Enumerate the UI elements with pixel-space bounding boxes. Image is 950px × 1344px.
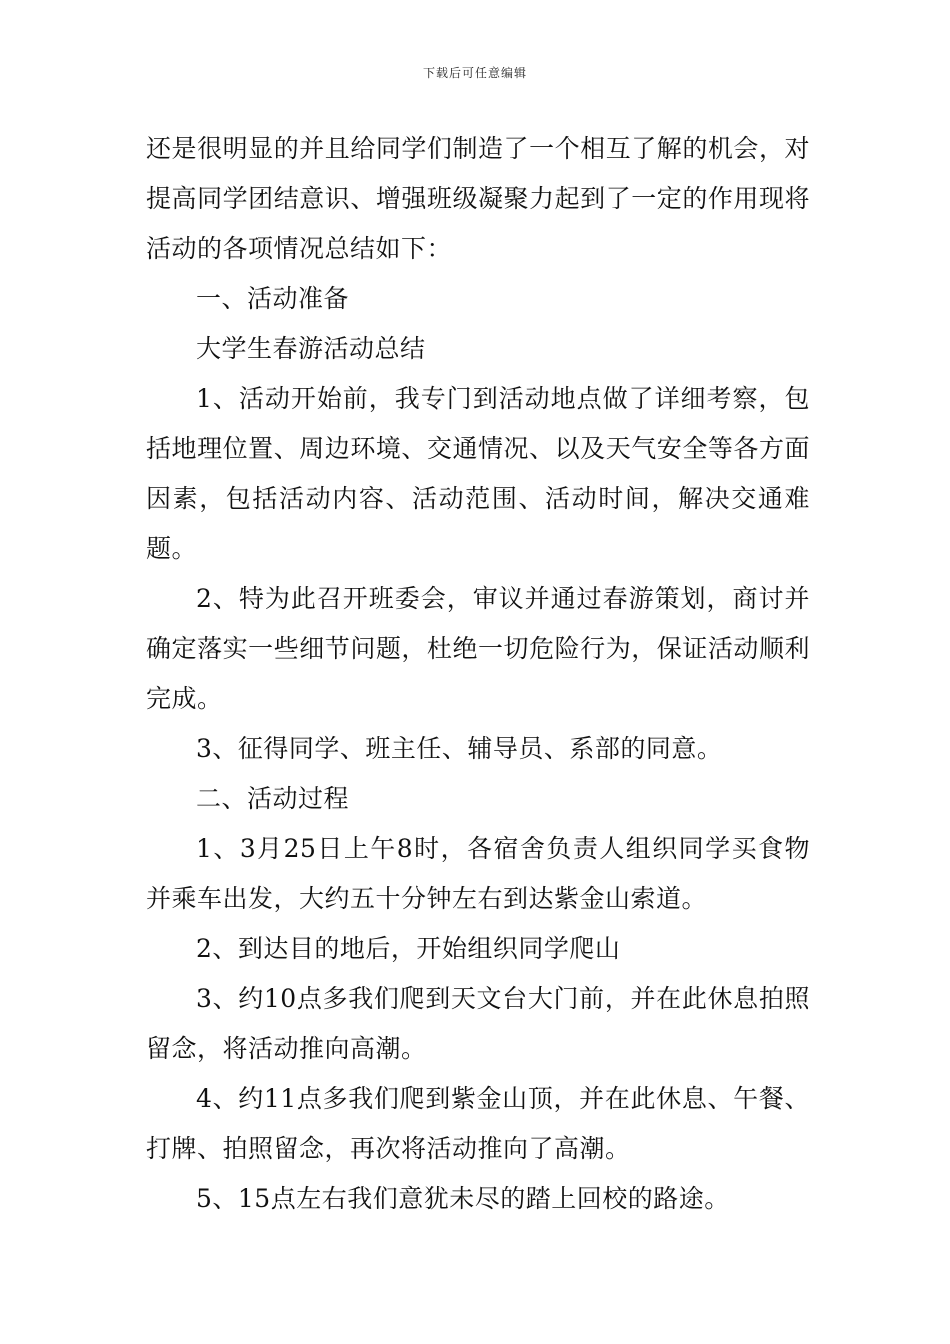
page-header-note: 下载后可任意编辑: [422, 66, 527, 80]
paragraph-prep-2: 2、特为此召开班委会，审议并通过春游策划，商讨并确定落实一些细节问题，杜绝一切危险行为，保证活动顺利完成。: [146, 584, 810, 713]
document-body: [146, 124, 810, 1224]
paragraph-process-3: 3、约10点多我们爬到天文台大门前，并在此休息拍照留念，将活动推向高潮。: [146, 984, 810, 1063]
paragraph-process-4: 4、约11点多我们爬到紫金山顶，并在此休息、午餐、打牌、拍照留念，再次将活动推向了高潮。: [146, 1084, 810, 1163]
paragraph-process-5: 5、15点左右我们意犹未尽的踏上回校的路途。: [196, 1184, 730, 1213]
paragraph-process-1: 1、3月25日上午8时，各宿舍负责人组织同学买食物并乘车出发，大约五十分钟左右到达紫金山索道。: [146, 834, 810, 913]
paragraph-prep-3: 3、征得同学、班主任、辅导员、系部的同意。: [196, 734, 723, 763]
section-heading-preparation: 一、活动准备: [196, 284, 350, 313]
paragraph-process-2: 2、到达目的地后，开始组织同学爬山: [196, 934, 621, 963]
paragraph-intro: 还是很明显的并且给同学们制造了一个相互了解的机会，对提高同学团结意识、增强班级凝聚力起到了一定的作用现将活动的各项情况总结如下：: [146, 134, 810, 263]
paragraph-prep-1: 1、活动开始前，我专门到活动地点做了详细考察，包括地理位置、周边环境、交通情况、以及天气安全等各方面因素，包括活动内容、活动范围、活动时间，解决交通难题。: [146, 384, 810, 563]
document-title: 大学生春游活动总结: [196, 334, 426, 363]
section-heading-process: 二、活动过程: [196, 784, 350, 813]
